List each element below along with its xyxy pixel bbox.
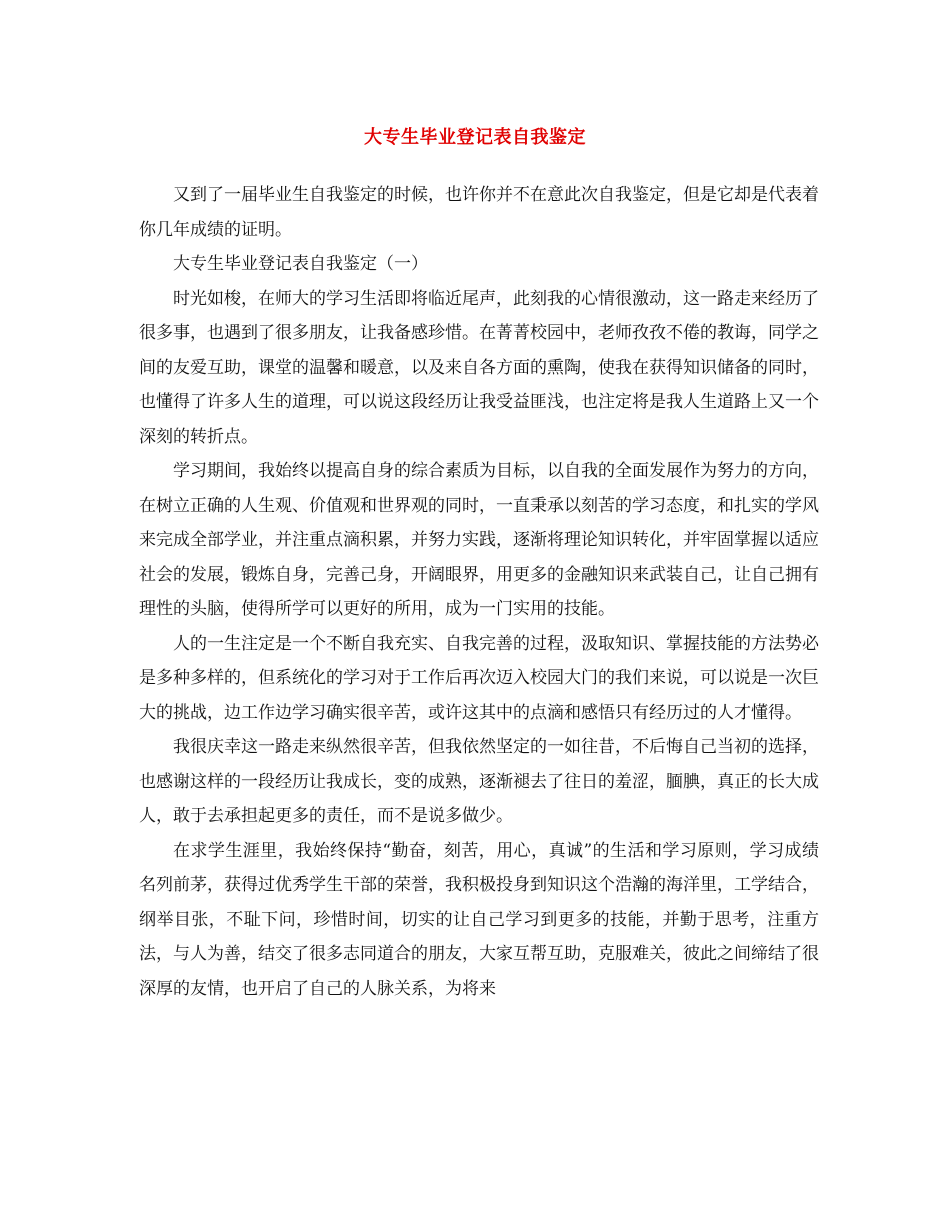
paragraph-intro: 又到了一届毕业生自我鉴定的时候，也许你并不在意此次自我鉴定，但是它却是代表着你几年成绩的证明。 (139, 185, 819, 240)
paragraph: 人的一生注定是一个不断自我充实、自我完善的过程，汲取知识、掌握技能的方法势必是多种多样的，但系统化的学习对于工作后再次迈入校园大门的我们来说，可以说是一次巨大的挑战，边工作边学习确实很辛苦，或许这其中的点滴和感悟只有经历过的人才懂得。 (139, 633, 819, 723)
paragraph: 学习期间，我始终以提高自身的综合素质为目标，以自我的全面发展作为努力的方向，在树立正确的人生观、价值观和世界观的同时，一直秉承以刻苦的学习态度，和扎实的学风来完成全部学业，并注重点滴积累，并努力实践，逐渐将理论知识转化，并牢固掌握以适应社会的发展，锻炼自身，完善己身，开阔眼界，用更多的金融知识来武装自己，让自己拥有理性的头脑，使得所学可以更好的所用，成为一门实用的技能。 (139, 461, 819, 619)
document-body (139, 178, 819, 1006)
document-title: 大专生毕业登记表自我鉴定 (364, 127, 586, 148)
paragraph: 时光如梭，在师大的学习生活即将临近尾声，此刻我的心情很激动，这一路走来经历了很多事，也遇到了很多朋友，让我备感珍惜。在菁菁校园中，老师孜孜不倦的教诲，同学之间的友爱互助，课堂的温馨和暖意，以及来自各方面的熏陶，使我在获得知识储备的同时，也懂得了许多人生的道理，可以说这段经历让我受益匪浅，也注定将是我人生道路上又一个深刻的转折点。 (139, 288, 819, 447)
section-heading: 大专生毕业登记表自我鉴定（一） (173, 254, 428, 274)
paragraph: 在求学生涯里，我始终保持“勤奋，刻苦，用心，真诚”的生活和学习原则，学习成绩名列前茅，获得过优秀学生干部的荣誉，我积极投身到知识这个浩瀚的海洋里，工学结合，纲举目张，不耻下问，珍惜时间，切实的让自己学习到更多的技能，并勤于思考，注重方法，与人为善，结交了很多志同道合的朋友，大家互帮互助，克服难关，彼此之间缔结了很深厚的友情，也开启了自己的人脉关系，为将来 (139, 840, 819, 999)
paragraph: 我很庆幸这一路走来纵然很辛苦，但我依然坚定的一如往昔，不后悔自己当初的选择，也感谢这样的一段经历让我成长，变的成熟，逐渐褪去了往日的羞涩，腼腆，真正的长大成人，敢于去承担起更多的责任，而不是说多做少。 (139, 737, 819, 826)
